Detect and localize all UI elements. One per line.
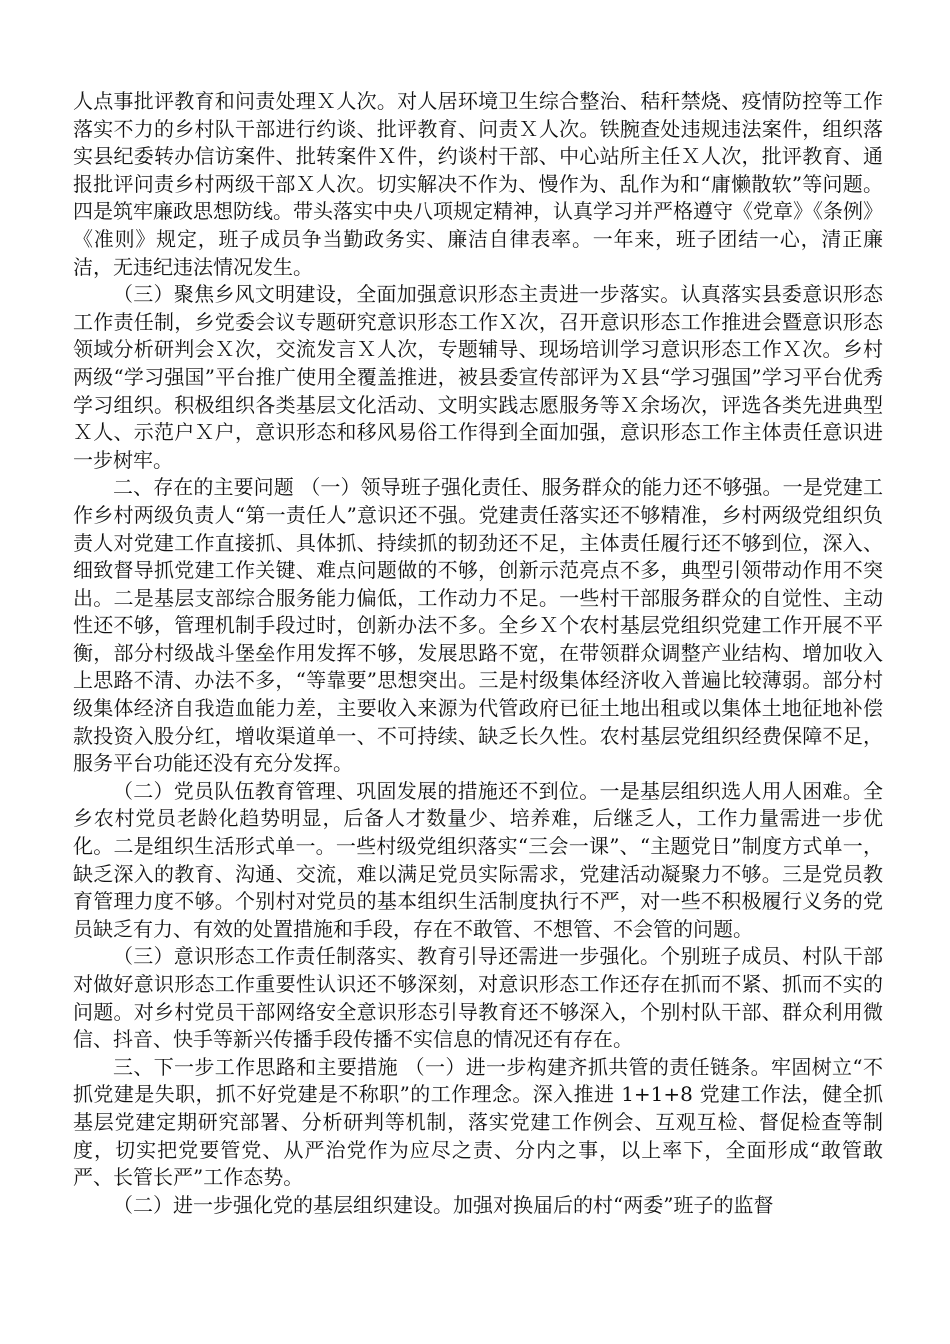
paragraph-main-problems: 二、存在的主要问题 （一）领导班子强化责任、服务群众的能力还不够强。一是党建工作乡村两级负责人“第一责任人”意识还不强。党建责任落实还不够精准，乡村两级党组织负责人对党建工作直接抓、具体抓、持续抓的韧劲还不足，主体责任履行还不够到位，深入、细致督导抓党建工作关键、难点问题做的不够，创新示范亮点不多，典型引领带动作用不突出。二是基层支部综合服务能力偏低，工作动力不足。一些村干部服务群众的自觉性、主动性还不够，管理机制手段过时，创新办法不多。全乡Ｘ个农村基层党组织党建工作开展不平衡，部分村级战斗堡垒作用发挥不够，发展思路不宽，在带领群众调整产业结构、增加收入上思路不清、办法不多，“等靠要”思想突出。三是村级集体经济收入普遍比较薄弱。部分村级集体经济自我造血能力差，主要收入来源为代管政府已征土地出租或以集体土地征地补偿款投资入股分红，增收渠道单一、不可持续、缺乏长久性。农村基层党组织经费保障不足，服务平台功能还没有充分发挥。 — [73, 475, 883, 776]
paragraph-ideology-work-issues: （三）意识形态工作责任制落实、教育引导还需进一步强化。个别班子成员、村队干部对做好意识形态工作重要性认识还不够深刻，对意识形态工作还存在抓而不紧、抓而不实的问题。对乡村党员干部网络安全意识形态引导教育还不够深入，个别村队干部、群众利用微信、抖音、快手等新兴传播手段传播不实信息的情况还有存在。 — [73, 944, 883, 1052]
paragraph-grassroots-organization: （二）进一步强化党的基层组织建设。加强对换届后的村“两委”班子的监督 — [113, 1192, 774, 1217]
paragraph-discipline-enforcement: 人点事批评教育和问责处理Ｘ人次。对人居环境卫生综合整治、秸秆禁烧、疫情防控等工作落实不力的乡村队干部进行约谈、批评教育、问责Ｘ人次。铁腕查处违规违法案件，组织落实县纪委转办信访案件、批转案件Ｘ件，约谈村干部、中心站所主任Ｘ人次，批评教育、通报批评问责乡村两级干部Ｘ人次。切实解决不作为、慢作为、乱作为和“庸懒散软”等问题。四是筑牢廉政思想防线。带头落实中央八项规定精神，认真学习并严格遵守《党章》《条例》《准则》规定，班子成员争当勤政务实、廉洁自律表率。一年来，班子团结一心，清正廉洁，无违纪违法情况发生。 — [73, 89, 883, 279]
paragraph-next-steps: 三、下一步工作思路和主要措施 （一）进一步构建齐抓共管的责任链条。牢固树立“不抓党建是失职，抓不好党建是不称职”的工作理念。深入推进 1+1+8 党建工作法，健全抓基层党建定期研究部署、分析研判等机制，落实党建工作例会、互观互检、督促检查等制度，切实把党要管党、从严治党作为应尽之责、分内之事，以上率下，全面形成“敢管敢严、长管长严”工作态势。 — [73, 1054, 883, 1190]
paragraph-ideology-responsibility: （三）聚焦乡风文明建设，全面加强意识形态主责进一步落实。认真落实县委意识形态工作责任制，乡党委会议专题研究意识形态工作Ｘ次，召开意识形态工作推进会暨意识形态领域分析研判会Ｘ次，交流发言Ｘ人次，专题辅导、现场培训学习意识形态工作Ｘ次。乡村两级“学习强国”平台推广使用全覆盖推进，被县委宣传部评为Ｘ县“学习强国”学习平台优秀学习组织。积极组织各类基层文化活动、文明实践志愿服务等Ｘ余场次，评选各类先进典型Ｘ人、示范户Ｘ户，意识形态和移风易俗工作得到全面加强，意识形态工作主体责任意识进一步树牢。 — [73, 282, 883, 472]
document-body — [73, 88, 883, 1219]
paragraph-party-member-management: （二）党员队伍教育管理、巩固发展的措施还不到位。一是基层组织选人用人困难。全乡农村党员老龄化趋势明显，后备人才数量少、培养难，后继乏人，工作力量需进一步优化。二是组织生活形式单一。一些村级党组织落实“三会一课”、“主题党日”制度方式单一，缺乏深入的教育、沟通、交流，难以满足党员实际需求，党建活动凝聚力不够。三是党员教育管理力度不够。个别村对党员的基本组织生活制度执行不严，对一些不积极履行义务的党员缺乏有力、有效的处置措施和手段，存在不敢管、不想管、不会管的问题。 — [73, 778, 883, 941]
